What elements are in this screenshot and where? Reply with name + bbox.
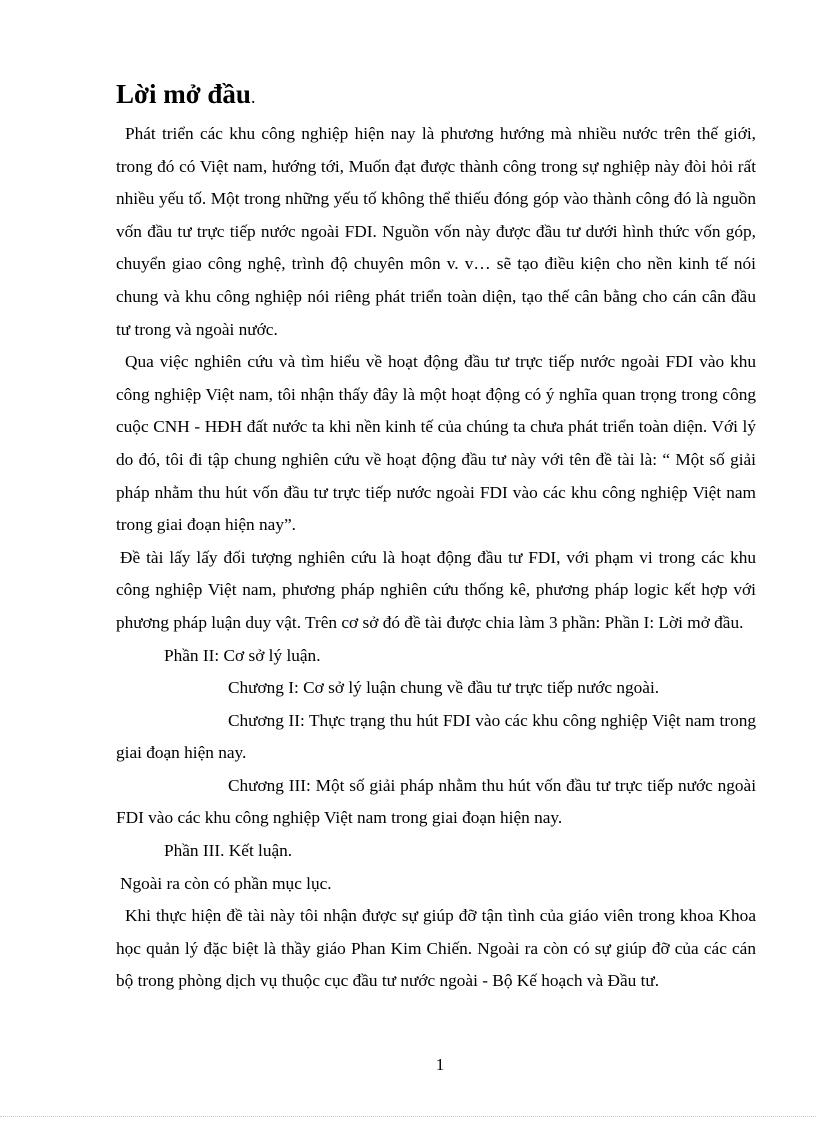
appendix-note: Ngoài ra còn có phần mục lục. <box>120 873 332 893</box>
outline-part-2: Phần II: Cơ sở lý luận. <box>164 645 321 665</box>
page-number: 1 <box>435 1055 445 1074</box>
paragraph-scope: Đề tài lấy lấy đối tượng nghiên cứu là hoạt động đầu tư FDI, với phạm vi trong các khu công nghiệp Việt nam, phương pháp nghiên cứu thống kê, phương pháp logic kết hợp với phương pháp luận duy vật. Trên cơ sở đó đề tài được chia làm 3 phần: Phần I: Lời mở đầu. <box>116 547 756 632</box>
outline-chapter-2: Chương II: Thực trạng thu hút FDI vào các khu công nghiệp Việt nam trong giai đoạn hiện nay. <box>116 710 756 763</box>
outline-chapter-1: Chương I: Cơ sở lý luận chung về đầu tư trực tiếp nước ngoài. <box>228 678 660 698</box>
title-text: Lời mở đầu <box>116 79 251 109</box>
outline-part-3: Phần III. Kết luận. <box>164 841 293 861</box>
page-title <box>116 76 255 115</box>
acknowledgement-paragraph: Khi thực hiện đề tài này tôi nhận được sự giúp đỡ tận tình của giáo viên trong khoa Khoa học quản lý đặc biệt là thầy giáo Phan Kim Chiến. Ngoài ra còn có sự giúp đỡ của các cán bộ trong phòng dịch vụ thuộc cục đầu tư nước ngoài - Bộ Kế hoạch và Đầu tư. <box>116 906 756 991</box>
title-punctuation: . <box>250 87 256 107</box>
paragraph-intro: Phát triển các khu công nghiệp hiện nay là phương hướng mà nhiều nước trên thế giới, trong đó có Việt nam, hướng tới, Muốn đạt được thành công trong sự nghiệp này đòi hỏi rất nhiều yếu tố. Một trong những yếu tố không thể thiếu đóng góp vào thành công đó là nguồn vốn đầu tư trực tiếp nước ngoài FDI. Nguồn vốn này được đầu tư dưới hình thức vốn góp, chuyển giao công nghệ, trình độ chuyên môn v. v… sẽ tạo điều kiện cho nền kinh tế nói chung và khu công nghiệp nói riêng phát triển toàn diện, tạo thế cân bằng cho cán cân đầu tư trong và ngoài nước. <box>116 124 756 339</box>
paragraph-research: Qua việc nghiên cứu và tìm hiểu về hoạt động đầu tư trực tiếp nước ngoài FDI vào khu công nghiệp Việt nam, tôi nhận thấy đây là một hoạt động có ý nghĩa quan trọng trong công cuộc CNH - HĐH đất nước ta khi nền kinh tế của chúng ta chưa phát triển toàn diện. Với lý do đó, tôi đi tập chung nghiên cứu về hoạt động đầu tư này với tên đề tài là: “ Một số giải pháp nhằm thu hút vốn đầu tư trực tiếp nước ngoài FDI vào các khu công nghiệp Việt nam trong giai đoạn hiện nay”. <box>116 352 756 535</box>
document-body <box>116 118 756 998</box>
outline-chapter-3: Chương III: Một số giải pháp nhằm thu hút vốn đầu tư trực tiếp nước ngoài FDI vào các khu công nghiệp Việt nam trong giai đoạn hiện nay. <box>116 775 756 828</box>
page-bottom-divider <box>0 1116 816 1117</box>
